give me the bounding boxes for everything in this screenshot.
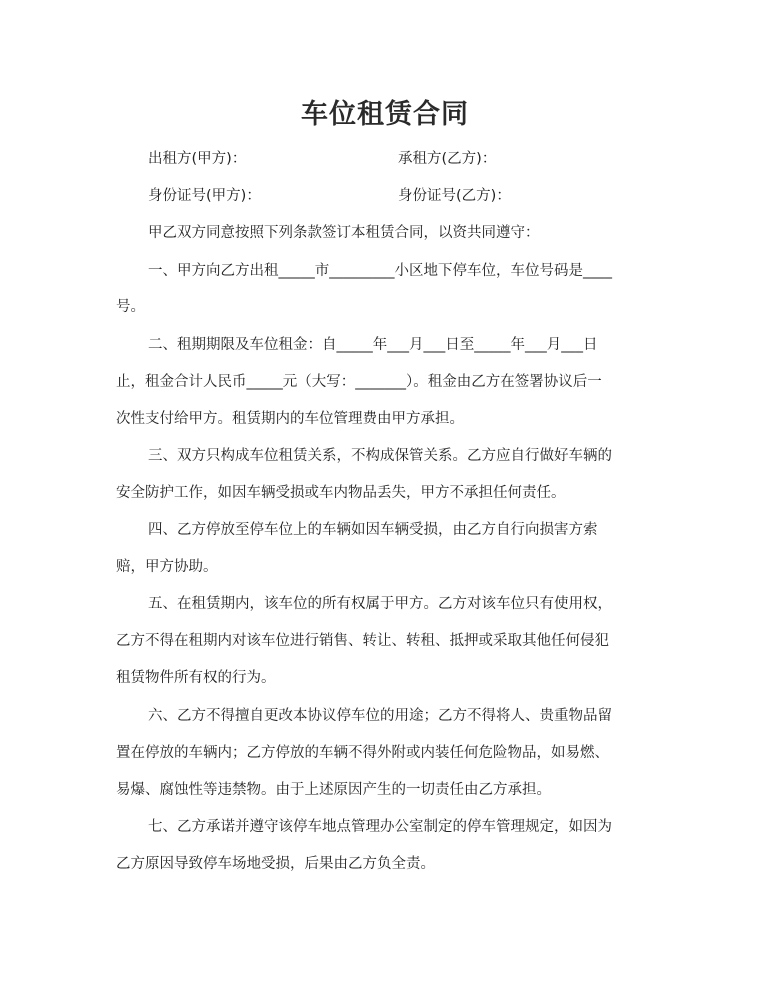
clause-2-line-2: 止，租金合计人民币_____元（大写：_______）。租金由乙方在签署协议后一 bbox=[116, 374, 602, 390]
lessee-label: 承租方(乙方)： bbox=[398, 151, 497, 167]
clause-4-line-1: 四、乙方停放至停车位上的车辆如因车辆受损，由乙方自行向损害方索 bbox=[148, 522, 598, 538]
document-title: 车位租赁合同 bbox=[301, 99, 469, 130]
clause-2-line-1: 二、租期期限及车位租金：自_____年___月___日至_____年___月___日 bbox=[148, 337, 598, 353]
clause-4-line-2: 赔，甲方协助。 bbox=[116, 559, 218, 575]
clause-6-line-3: 易爆、腐蚀性等违禁物。由于上述原因产生的一切责任由乙方承担。 bbox=[116, 782, 551, 798]
clause-5-line-2: 乙方不得在租期内对该车位进行销售、转让、转租、抵押或采取其他任何侵犯 bbox=[116, 633, 609, 649]
clause-6-line-1: 六、乙方不得擅自更改本协议停车位的用途；乙方不得将人、贵重物品留 bbox=[148, 708, 612, 724]
clause-5-line-3: 租赁物件所有权的行为。 bbox=[116, 670, 276, 686]
clause-1-line-2: 号。 bbox=[116, 299, 145, 315]
clause-2-line-3: 次性支付给甲方。租赁期内的车位管理费由甲方承担。 bbox=[116, 411, 464, 427]
clause-5-line-1: 五、在租赁期内，该车位的所有权属于甲方。乙方对该车位只有使用权， bbox=[148, 596, 612, 612]
lessor-label: 出租方(甲方)： bbox=[148, 151, 247, 167]
clause-7-line-1: 七、乙方承诺并遵守该停车地点管理办公室制定的停车管理规定，如因为 bbox=[148, 819, 612, 835]
clause-7-line-2: 乙方原因导致停车场地受损，后果由乙方负全责。 bbox=[116, 856, 435, 872]
clause-6-line-2: 置在停放的车辆内；乙方停放的车辆不得外附或内装任何危险物品，如易燃、 bbox=[116, 745, 609, 761]
preamble: 甲乙双方同意按照下列条款签订本租赁合同，以资共同遵守： bbox=[148, 225, 540, 241]
id-b-label: 身份证号(乙方)： bbox=[398, 188, 511, 204]
clause-3-line-1: 三、双方只构成车位租赁关系，不构成保管关系。乙方应自行做好车辆的 bbox=[148, 448, 612, 464]
id-a-label: 身份证号(甲方)： bbox=[148, 188, 261, 204]
clause-3-line-2: 安全防护工作，如因车辆受损或车内物品丢失，甲方不承担任何责任。 bbox=[116, 485, 566, 501]
clause-1-line-1: 一、甲方向乙方出租_____市_________小区地下停车位，车位号码是____ bbox=[148, 263, 612, 279]
